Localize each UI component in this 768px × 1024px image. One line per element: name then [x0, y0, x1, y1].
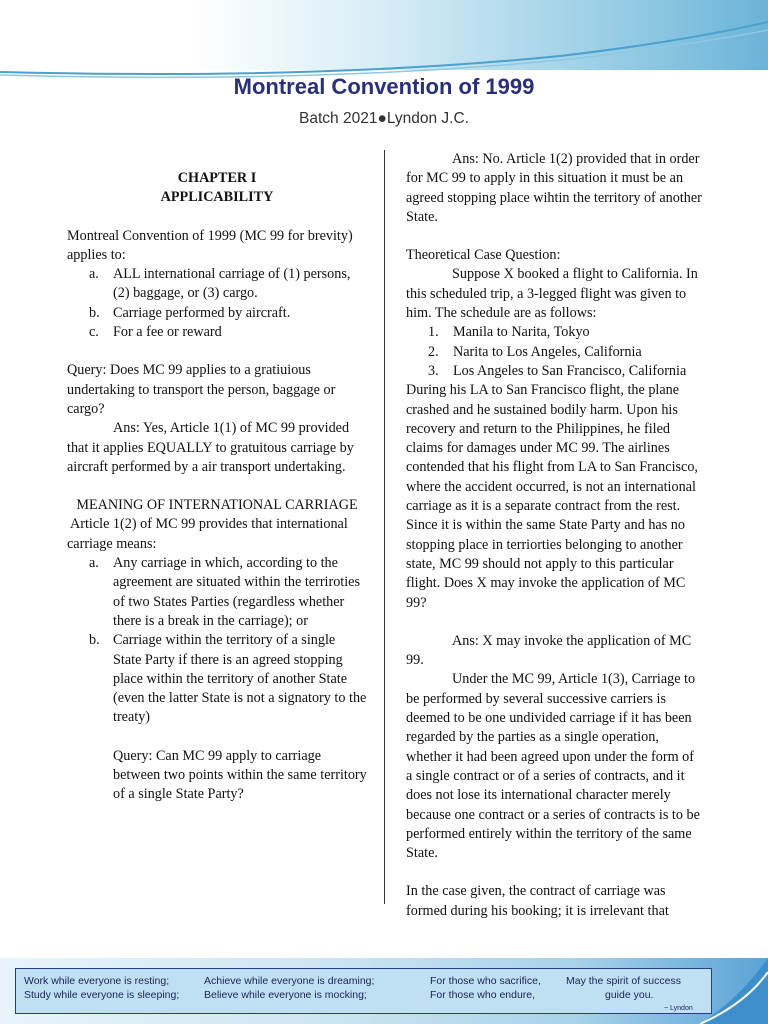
answer-invoke-body: Under the MC 99, Article 1(3), Carriage to be performed by several successive carriers is deemed to be one undivided carriage if it has been regarded by the parties as a single operation, whether it had been agreed upon under the form of a single contract or of a series of contracts, and it does not lose its international character merely because one contract or a series of contracts is to be performed entirely within the territory of the same State. [406, 671, 700, 862]
case-heading: Theoretical Case Question: [406, 247, 561, 264]
list-item: a. Any carriage in which, according to the agreement are situated within the terriroties of two States Parties (regardless whether there is a break in the carriage); or [89, 555, 360, 629]
footer-quote-line: Work while everyone is resting; [24, 975, 170, 987]
column-divider [384, 150, 385, 904]
footer-quote-line: May the spirit of success [566, 975, 681, 987]
list-item: c. For a fee or reward [89, 324, 222, 341]
list-item: b. Carriage within the territory of a single State Party if there is an agreed stopping place within the territory of another State (even the latter State is not a signatory to the treaty) [89, 632, 367, 726]
meaning-intro: Article 1(2) of MC 99 provides that international carriage means: [67, 516, 348, 552]
footer-quote-line: Believe while everyone is mocking; [204, 989, 367, 1001]
document-subtitle: Batch 2021●Lyndon J.C. [299, 110, 469, 127]
footer-quote-line: Achieve while everyone is dreaming; [204, 975, 375, 987]
footer-quote-line: For those who sacrifice, [430, 975, 541, 987]
chapter-title: APPLICABILITY [160, 189, 274, 206]
applies-list [67, 265, 367, 342]
list-item: 1. Manila to Narita, Tokyo [428, 324, 590, 341]
footer-signature: ~ Lyndon [664, 1005, 693, 1012]
answer-invoke: Ans: X may invoke the application of MC 99. [406, 632, 692, 669]
case-body: During his LA to San Francisco flight, the plane crashed and he sustained bodily harm. Upon his recovery and return to the Philippines, he filed claims for damages under MC 99. The airlines contended that his flight from LA to San Francisco, where the accident occurred, is not an international carriage as it is a separate contract from the rest. Since it is within the same State Party and has no stopping place in terriorties belonging to another state, MC 99 should not apply to this particular flight. Does X may invoke the application of MC 99? [406, 382, 698, 611]
answer-gratuitous: Ans: Yes, Article 1(1) of MC 99 provided that it applies EQUALLY to gratuitous carriage by aircraft performed by a air transport undertaking. [67, 420, 354, 475]
list-item: a. ALL international carriage of (1) persons, (2) baggage, or (3) cargo. [89, 266, 351, 302]
footer-quote-line: For those who endure, [430, 989, 536, 1001]
list-item: 2. Narita to Los Angeles, California [428, 343, 642, 360]
schedule-list [406, 323, 702, 381]
right-column [406, 150, 702, 921]
query-single-state: Query: Can MC 99 apply to carriage between two points within the same territory of a single State Party? [113, 747, 367, 803]
answer-single-state: Ans: No. Article 1(2) provided that in order for MC 99 to apply in this situation it must be an agreed stopping place wihtin the territory of another State. [406, 151, 702, 225]
case-conclusion: In the case given, the contract of carriage was formed during his booking; it is irrelevant that [406, 883, 669, 919]
footer-quote-line: guide you. [605, 989, 654, 1001]
query-gratuitous: Query: Does MC 99 applies to a gratiuious undertaking to transport the person, baggage or cargo? [67, 362, 336, 417]
list-item: 3. Los Angeles to San Francisco, California [428, 362, 687, 379]
chapter-number: CHAPTER I [177, 170, 257, 186]
case-intro: Suppose X booked a flight to California. In this scheduled trip, a 3-legged flight was given to him. The schedule are as follows: [406, 266, 698, 322]
footer-quote-line: Study while everyone is sleeping; [24, 989, 180, 1001]
meaning-list [67, 554, 367, 728]
meaning-heading: MEANING OF INTERNATIONAL CARRIAGE [76, 497, 358, 514]
list-item: b. Carriage performed by aircraft. [89, 304, 291, 321]
left-column [67, 150, 367, 805]
document-title: Montreal Convention of 1999 [233, 74, 535, 99]
applies-intro: Montreal Convention of 1999 (MC 99 for brevity) applies to: [67, 227, 353, 263]
